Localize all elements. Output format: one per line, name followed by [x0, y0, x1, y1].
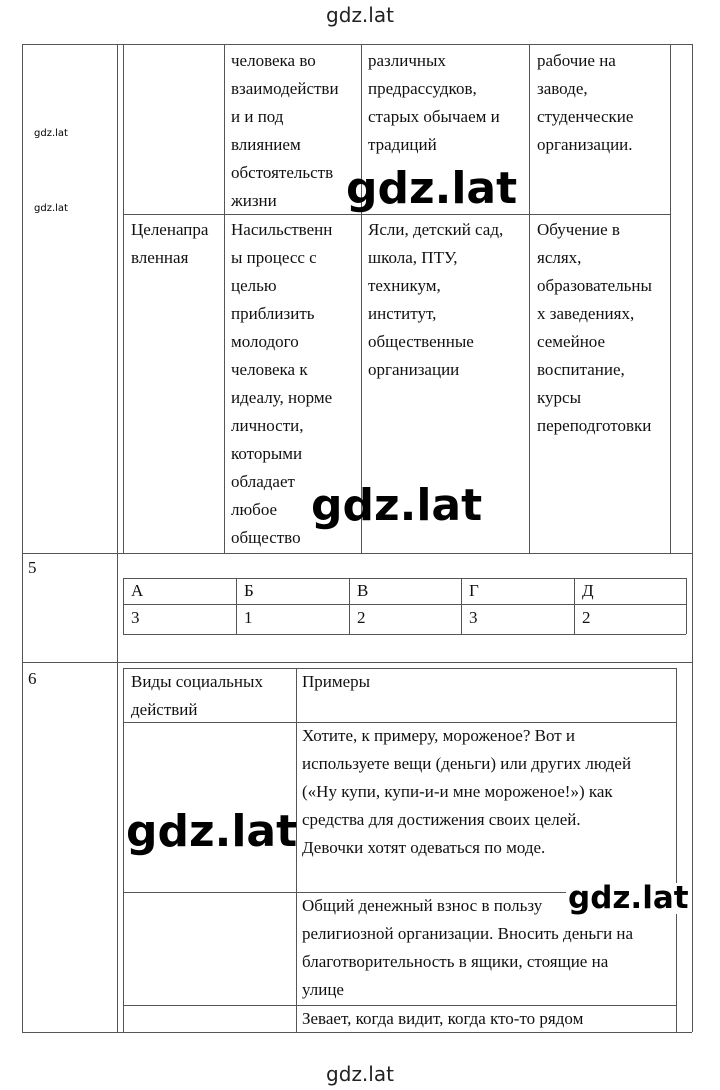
t4-row2-col3: Ясли, детский сад, школа, ПТУ, техникум, институт, общественные организации — [368, 220, 504, 379]
task5-header-v: В — [357, 581, 369, 600]
task6-row1-example: Хотите, к примеру, мороженое? Вот и используете вещи (деньги) или других людей («Ну купи, купи-и-и мне мороженое!») как средства для достижения своих целей. Девочки хотят одеваться по моде. — [302, 726, 632, 857]
t4-row1-col4: рабочие на заводе, студенческие организации. — [537, 51, 634, 154]
watermark-small-2: gdz.lat — [34, 203, 68, 214]
task6-col1-header: Виды социальных действий — [131, 672, 263, 719]
task5-answer-g: 3 — [469, 608, 478, 627]
task6-row3-example: Зевает, когда видит, когда кто-то рядом — [302, 1009, 584, 1028]
t4-row2-col4: Обучение в яслях, образовательны х заведениях, семейное воспитание, курсы переподготовки — [537, 220, 652, 435]
watermark-big-4: gdz.lat — [568, 880, 689, 916]
task5-answer-b: 1 — [244, 608, 253, 627]
t4-row2-col2: Насильственн ы процесс с целью приблизить молодого человека к идеалу, норме личности, которыми обладает любое общество — [231, 220, 333, 547]
task5-header-g: Г — [469, 581, 479, 600]
task5-header-a: А — [131, 581, 144, 600]
task5-header-d: Д — [582, 581, 594, 600]
task6-col2-header: Примеры — [302, 672, 371, 691]
task5-number: 5 — [28, 558, 37, 577]
t4-row1-col2: человека во взаимодействи и и под влиянием обстоятельств жизни — [231, 51, 339, 210]
task5-answer-v: 2 — [357, 608, 366, 627]
site-footer: gdz.lat — [326, 1062, 394, 1086]
site-header: gdz.lat — [326, 3, 394, 27]
task5-answer-a: 3 — [131, 608, 140, 627]
t4-row2-col1: Целенапра вленная — [131, 220, 209, 267]
task6-row2-example: Общий денежный взнос в пользу религиозной организации. Вносить деньги на благотворительность в ящики, стоящие на улице — [302, 896, 634, 999]
watermark-big-2: gdz.lat — [311, 480, 483, 531]
t4-row1-col3: различных предрассудков, старых обычаем и традиций — [368, 51, 500, 154]
task5-header-b: Б — [244, 581, 254, 600]
watermark-small-1: gdz.lat — [34, 128, 68, 139]
task6-number: 6 — [28, 669, 37, 688]
task5-answer-d: 2 — [582, 608, 591, 627]
watermark-big-1: gdz.lat — [346, 163, 518, 214]
watermark-big-3: gdz.lat — [126, 806, 298, 857]
